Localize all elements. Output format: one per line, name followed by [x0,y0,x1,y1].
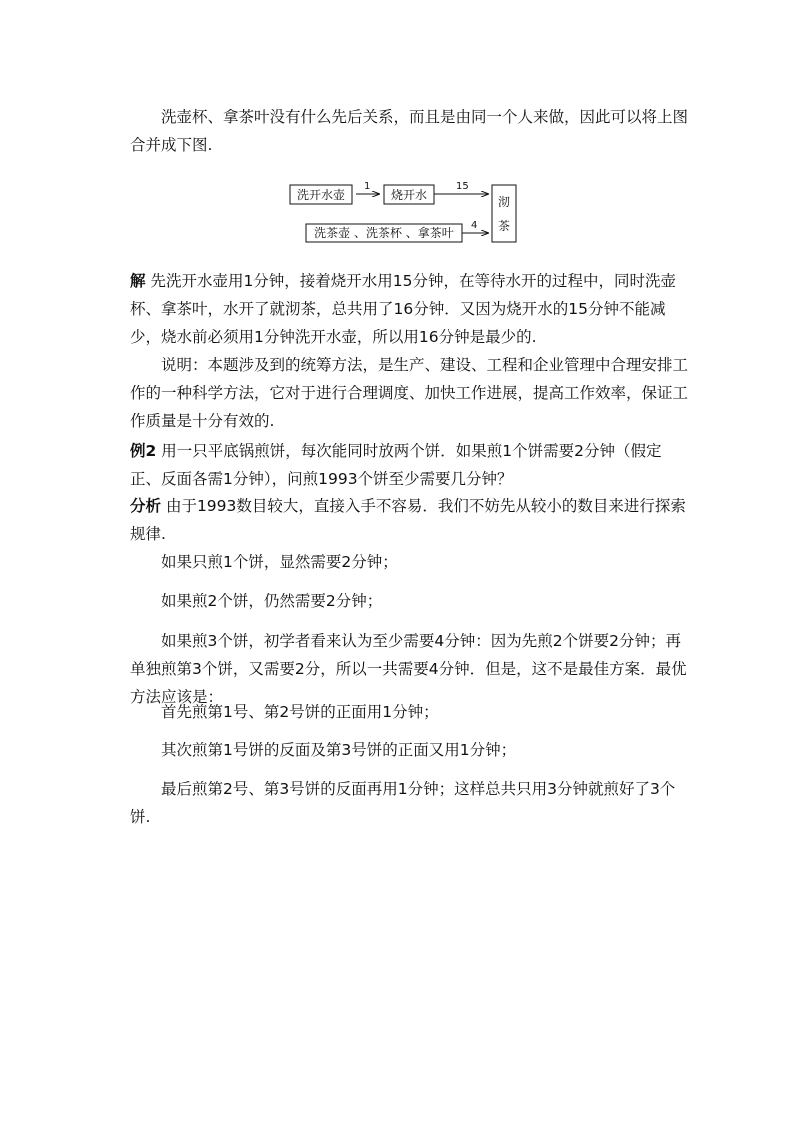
step3-paragraph: 最后煎第2号、第3号饼的反面再用1分钟；这样总共只用3分钟就煎好了3个饼. [130,780,676,826]
step1-paragraph: 首先煎第1号、第2号饼的正面用1分钟； [161,703,439,721]
box-boil-water-label: 烧开水 [390,188,428,202]
case3-paragraph: 如果煎3个饼，初学者看来认为至少需要4分钟：因为先煎2个饼要2分钟；再单独煎第3个饼，又需要2分，所以一共需要4分钟．但是，这不是最佳方案．最优方法应该是： [130,632,687,706]
step2-paragraph: 其次煎第1号饼的反面及第3号饼的正面又用1分钟； [161,741,517,759]
intro-paragraph: 洗壶杯、拿茶叶没有什么先后关系，而且是由同一个人来做，因此可以将上图合并成下图. [130,108,689,154]
box-wash-kettle-label: 洗开水壶 [296,188,346,202]
note-paragraph: 说明：本题涉及到的统筹方法，是生产、建设、工程和企业管理中合理安排工作的一种科学方法，它对于进行合理调度、加快工作进展，提高工作效率，保证工作质量是十分有效的. [130,356,689,430]
analysis-paragraph [130,492,690,548]
edge-label-15: 15 [456,181,469,192]
analysis-text: 由于1993数目较大，直接入手不容易．我们不妨先从较小的数目来进行探索规律. [130,497,686,543]
example2-paragraph [130,437,690,493]
example2-lead: 例2 [130,442,157,460]
case2-paragraph: 如果煎2个饼，仍然需要2分钟； [161,592,383,610]
solution-lead: 解 [130,272,146,290]
edge-label-4: 4 [471,220,478,231]
solution-paragraph [130,267,690,351]
solution-text: 先洗开水壶用1分钟，接着烧开水用15分钟，在等待水开的过程中，同时洗壶杯、拿茶叶，水开了就沏茶，总共用了16分钟．又因为烧开水的15分钟不能减少，烧水前必须用1分钟洗开水壶，所以用16分钟是最少的. [130,272,677,346]
analysis-lead: 分析 [130,497,162,515]
box-brew-tea [492,185,516,242]
box-brew-char2: 茶 [497,219,511,233]
example2-text: 用一只平底锅煎饼，每次能同时放两个饼．如果煎1个饼需要2分钟（假定正、反面各需1分钟），问煎1993个饼至少需要几分钟？ [130,442,662,488]
edge-label-1: 1 [364,181,371,192]
flow-diagram [282,176,522,248]
case1-paragraph: 如果只煎1个饼，显然需要2分钟； [161,553,398,571]
box-wash-all-label: 洗茶壶 、洗茶杯 、拿茶叶 [314,226,454,240]
box-brew-char1: 沏 [497,195,511,209]
